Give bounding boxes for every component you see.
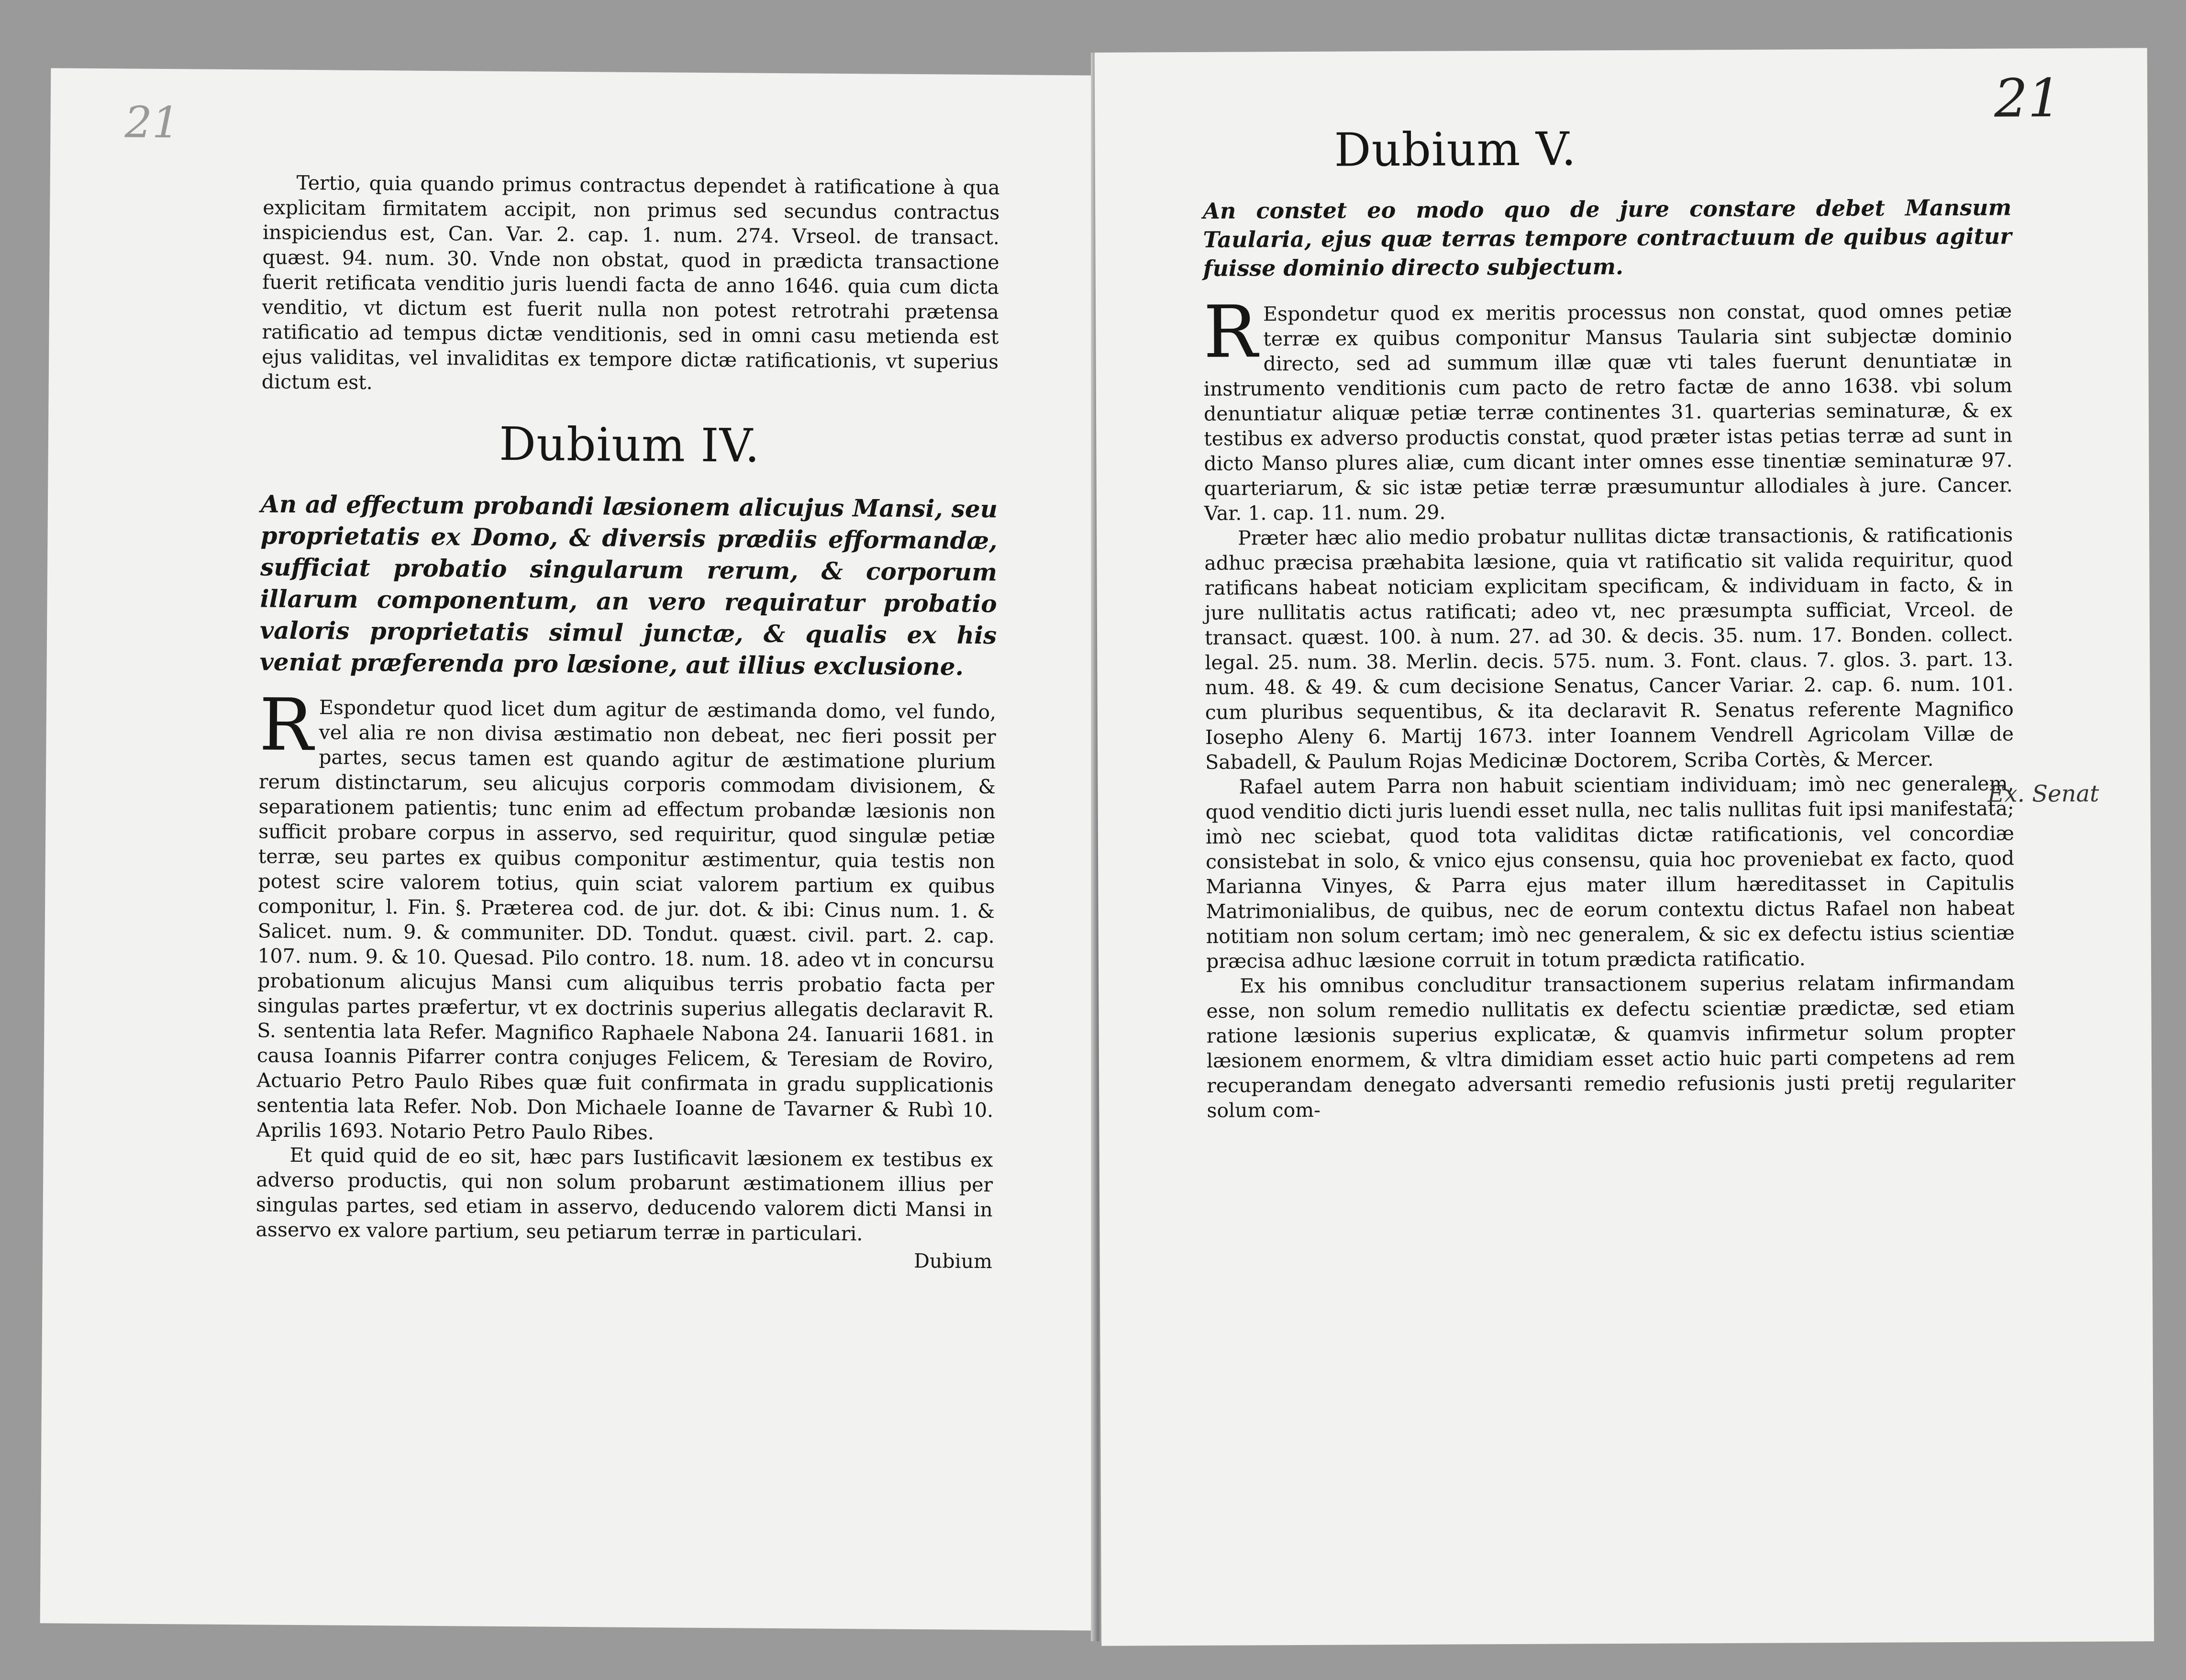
paragraph-rafael: Rafael autem Parra non habuit scientiam individuam; imò nec generalem, quod venditio dicti juris luendi esset nulla, nec talis nullitas fuit ipsi manifestata; imò nec sciebat, quod tota validitas dictæ ratificationis, vel concordiæ consistebat in solo, & vnico ejus consensu, quia hoc proveniebat ex facto, quod Marianna Vinyes, & Parra ejus mater illum hæreditasset in Capitulis Matrimonialibus, de quibus, nec de eorum contextu dictus Rafael non habeat notitiam non solum certam; imò nec generalem, & sic ex defectu istius scientiæ præcisa adhuc læsione corruit in totum prædicta ratificatio.	[1205, 772, 2015, 973]
right-page	[1095, 48, 2154, 1646]
section-heading: Dubium V.	[1334, 122, 1577, 177]
paragraph-etquid: Et quid quid de eo sit, hæc pars Iustificavit læsionem ex testibus ex adverso productis, qui non solum probarunt æstimationem illius per singulas partes, sed etiam in asservo, deducendo valorem dicti Mansi in asservo ex valore partium, seu petiarum terræ in particulari.	[255, 1143, 993, 1246]
page-number: 21	[1994, 67, 2062, 129]
margin-annotation: Ex. Senat	[1987, 780, 2099, 808]
section-question: An ad effectum probandi læsionem alicujus Mansi, seu proprietatis ex Domo, & diversis prædiis efformandæ, sufficiat probatio singularum rerum, & corporum illarum componentum, an vero requiratur probatio valoris proprietatis simul junctæ, & qualis ex his veniat præferenda pro læsione, aut illius exclusione.	[259, 490, 998, 681]
right-text-column	[1202, 111, 2015, 1123]
left-text-column	[255, 170, 1000, 1273]
drop-cap: R	[1203, 290, 1258, 374]
left-page	[40, 68, 1104, 1630]
paragraph-text: Espondetur quod licet dum agitur de æstimanda domo, vel fundo, vel alia re non divisa æstimatio non debeat, nec fieri possit per partes, secus tamen est quando agitur de æstimatione plurium rerum distinctarum, seu alicujus corporis commodam divisionem, & separationem patientis; tunc enim ad effectum probandæ læsionis non sufficit probare corpus in asservo, sed requiritur, quod singulæ petiæ terræ, seu partes ex quibus componitur æstimentur, quia testis non potest scire valorem totius, quin sciat valorem partium ex quibus componitur, l. Fin. §. Præterea cod. de jur. dot. & ibi: Cinus num. 1. & Salicet. num. 9. & communiter. DD. Tondut. quæst. civil. part. 2. cap. 107. num. 9. & 10. Quesad. Pilo contro. 18. num. 18. adeo vt in concursu probationum alicujus Mansi cum aliquibus terris probatio facta per singulas partes præfertur, vt ex doctrinis superius allegatis declaravit R. S. sententia lata Refer. Magnifico Raphaele Nabona 24. Ianuarii 1681. in causa Ioannis Pifarrer contra conjuges Felicem, & Teresiam de Roviro, Actuario Petro Paulo Ribes quæ fuit confirmata in gradu supplicationis sententia lata Refer. Nob. Don Michaele Ioanne de Tavarner & Rubì 10. Aprilis 1693. Notario Petro Paulo Ribes.	[256, 696, 997, 1145]
catchword: Dubium	[913, 1249, 993, 1273]
drop-cap: R	[259, 683, 314, 768]
section-question: An constet eo modo quo de jure constare debet Mansum Taularia, ejus quæ terras tempore contractuum de quibus agitur fuisse dominio directo subjectum.	[1203, 194, 2012, 281]
paragraph-text: Espondetur quod ex meritis processus non constat, quod omnes petiæ terræ ex quibus componitur Mansus Taularia sint subjectæ dominio directo, sed ad summum illæ quæ vti tales fuerunt denuntiatæ in instrumento venditionis cum pacto de retro factæ de anno 1638. vbi solum denuntiatur aliquæ petiæ terræ continentes 31. quarterias seminaturæ, & ex testibus ex adverso productis constat, quod præter istas petias terræ ad sunt in dicto Manso plures aliæ, cum dicant inter omnes esse tinentiæ seminaturæ 97. quarteriarum, & sic istæ petiæ terræ præsumuntur allodiales à jure. Cancer. Var. 1. cap. 11. num. 29.	[1203, 299, 2013, 525]
paragraph-respondetur	[256, 683, 997, 1147]
section-heading: Dubium IV.	[499, 417, 760, 473]
paragraph-tertio: Tertio, quia quando primus contractus dependet à ratificatione à qua explicitam firmitatem accipit, non primus sed secundus contractus inspiciendus est, Can. Var. 2. cap. 1. num. 274. Vrseol. de transact. quæst. 94. num. 30. Vnde non obstat, quod in prædicta transactione fuerit retificata venditio juris luendi facta de anno 1646. quia cum dicta venditio, vt dictum est fuerit nulla non potest retrotrahi prætensa ratificatio ad tempus dictæ venditionis, sed in omni casu metienda est ejus validitas, vel invaliditas ex tempore dictæ ratificationis, vt superius dictum est.	[261, 171, 1000, 394]
paragraph-exhis: Ex his omnibus concluditur transactionem superius relatam infirmandam esse, non solum remedio nullitatis ex defectu scientiæ prædictæ, sed etiam ratione læsionis superius explicatæ, & quamvis infirmetur solum propter læsionem enormem, & vltra dimidiam esset actio huic parti competens ad rem recuperandam denegato adversanti remedio refusionis justi pretij regulariter solum com-	[1206, 971, 2016, 1122]
page-number: 21	[124, 97, 180, 148]
paragraph-praeter: Præter hæc alio medio probatur nullitas dictæ transactionis, & ratificationis adhuc præcisa præhabita læsione, quia vt ratificatio sit valida requiritur, quod ratificans habeat noticiam explicitam specificam, & individuam in facto, & in jure nullitatis actus ratificati; adeo vt, nec præsumpta sufficiat, Vrceol. de transact. quæst. 100. à num. 27. ad 30. & decis. 35. num. 17. Bonden. collect. legal. 25. num. 38. Merlin. decis. 575. num. 3. Font. claus. 7. glos. 3. part. 13. num. 48. & 49. & cum decisione Senatus, Cancer Variar. 2. cap. 6. num. 101. cum pluribus sequentibus, & ita declaravit R. Senatus referente Magnifico Iosepho Aleny 6. Martij 1673. inter Ioannem Vendrell Agricolam Villæ de Sabadell, & Paulum Rojas Medicinæ Doctorem, Scriba Cortès, & Mercer.	[1204, 523, 2014, 774]
paragraph-respondetur	[1203, 290, 2013, 525]
